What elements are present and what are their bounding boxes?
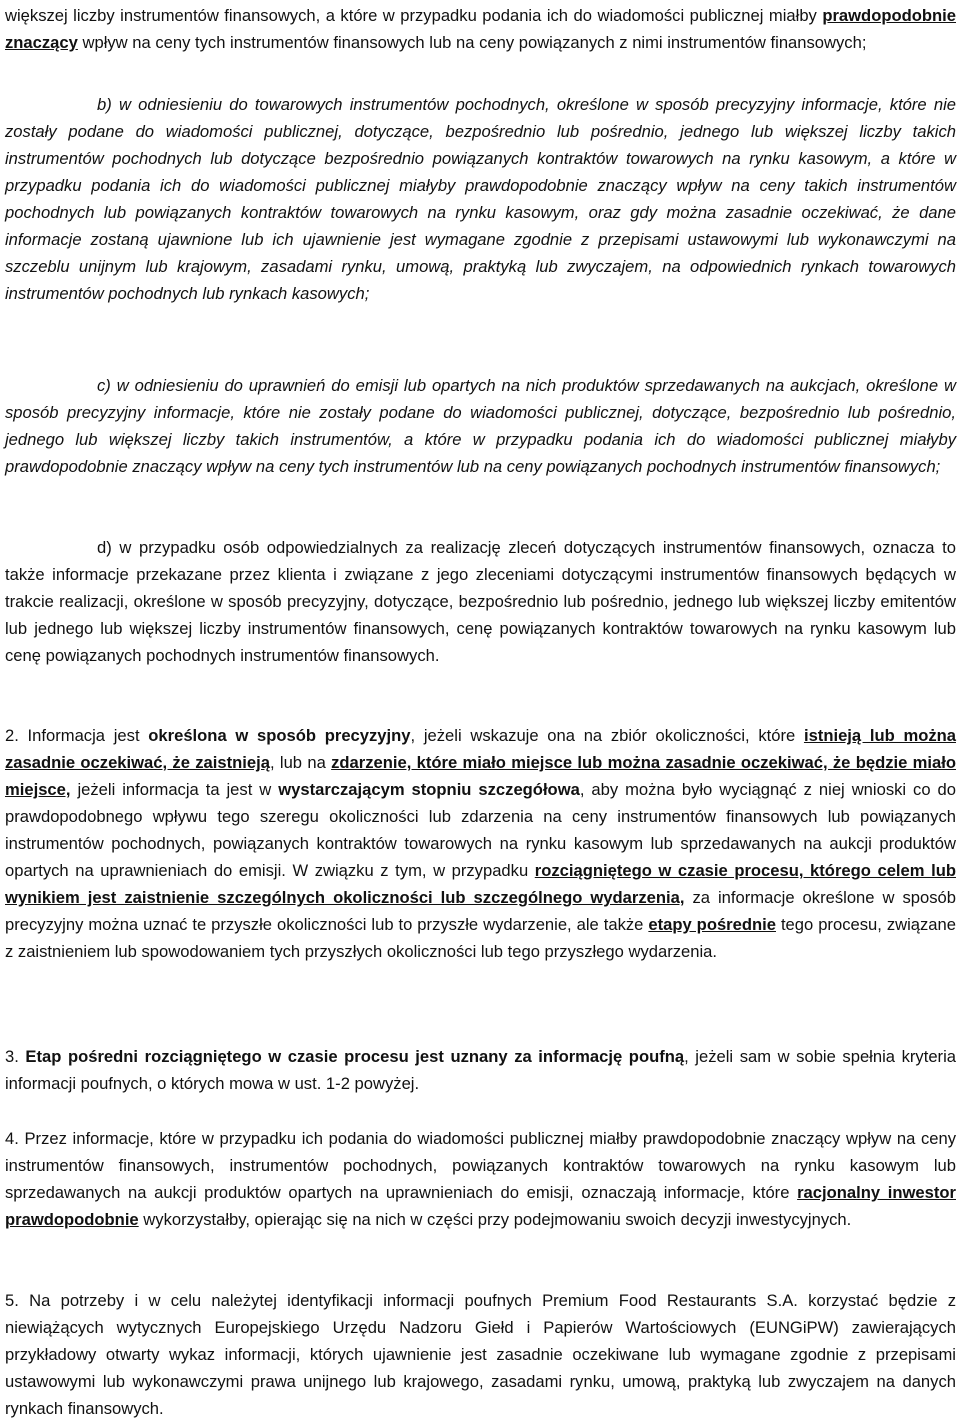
text-run: 2. Informacja jest [5, 726, 149, 745]
text-run: , jeżeli sam w sobie spełnia kryteria informacji poufnych, o których mowa w ust. 1-2 powyżej. [5, 1047, 956, 1093]
underlined-bold-text: prawdopodobnie znaczący [5, 6, 956, 52]
text-run: wykorzystałby, opierając się na nich w części przy podejmowaniu swoich decyzji inwestycyjnych. [138, 1210, 852, 1229]
bold-text: Etap pośredni rozciągniętego w czasie procesu jest uznany za informację poufną [25, 1047, 685, 1066]
text-run: tego procesu, związane z zaistnieniem lub spowodowaniem tych przyszłych okoliczności lub tego przyszłego wydarzenia. [5, 915, 956, 961]
bold-text: wystarczającym stopniu szczegółowa [278, 780, 580, 799]
underlined-bold-text: etapy pośrednie [648, 915, 776, 934]
text-run: większej liczby instrumentów finansowych, a które w przypadku podania ich do wiadomości publicznej miałby [5, 6, 823, 25]
paragraph-continuation [5, 2, 956, 56]
paragraph-3 [5, 1043, 956, 1097]
paragraph-b: b) w odniesieniu do towarowych instrumentów pochodnych, określone w sposób precyzyjny informacje, które nie zostały podane do wiadomości publicznej, dotyczące, bezpośrednio lub pośrednio, jednego lub większej liczby takich instrumentów pochodnych lub dotyczące bezpośrednio powiązanych kontraktów towarowych na rynku kasowym, a które w przypadku podania ich do wiadomości publicznej miałyby prawdopodobnie znaczący wpływ na ceny takich instrumentów pochodnych lub powiązanych kontraktów towarowych na rynku kasowym, oraz gdy można zasadnie oczekiwać, że dane informacje zostaną ujawnione lub ich ujawnienie jest wymagane zgodnie z przepisami ustawowymi lub wykonawczymi na szczeblu unijnym lub krajowym, zasadami rynku, umową, praktyką lub zwyczajem, na odpowiednich rynkach towarowych instrumentów pochodnych lub rynkach kasowych; [5, 95, 956, 303]
underlined-bold-text: racjonalny inwestor prawdopodobnie [5, 1183, 956, 1229]
paragraph-c: c) w odniesieniu do uprawnień do emisji lub opartych na nich produktów sprzedawanych na aukcjach, określone w sposób precyzyjny informacje, które nie zostały podane do wiadomości publicznej, dotyczące, bezpośrednio lub pośrednio, jednego lub większej liczby takich instrumentów, a które w przypadku podania ich do wiadomości publicznej miałyby prawdopodobnie znaczący wpływ na ceny tych instrumentów lub na ceny powiązanych pochodnych instrumentów finansowych; [5, 376, 956, 476]
text-run: 3. [5, 1047, 26, 1066]
text-run: wpływ na ceny tych instrumentów finansowych lub na ceny powiązanych z nimi instrumentów finansowych; [77, 33, 867, 52]
underlined-bold-text: istnieją lub można zasadnie oczekiwać, że zaistnieją [5, 726, 956, 772]
paragraph-5: 5. Na potrzeby i w celu należytej identyfikacji informacji poufnych Premium Food Restaurants S.A. korzystać będzie z niewiążących wytycznych Europejskiego Urzędu Nadzoru Giełd i Papierów Wartościowych (EUNGiPW) zawierających przykładowy otwarty wykaz informacji, których ujawnienie jest zasadnie oczekiwane lub wymagane zgodnie z przepisami ustawowymi lub wykonawczymi prawa unijnego lub krajowego, zasadami rynku, umową, praktyką lub zwyczajem na danych rynkach finansowych. [5, 1291, 956, 1418]
underlined-bold-text: zdarzenie, które miało miejsce lub można zasadnie oczekiwać, że będzie miało miejsce, [5, 753, 957, 799]
paragraph-d: d) w przypadku osób odpowiedzialnych za realizację zleceń dotyczących instrumentów finansowych, oznacza to także informacje przekazane przez klienta i związane z jego zleceniami dotyczącymi instrumentów finansowych będących w trakcie realizacji, określone w sposób precyzyjny, dotyczące, bezpośrednio lub pośrednio, jednego lub większej liczby emitentów lub jednego lub większej liczby instrumentów finansowych, cenę powiązanych kontraktów towarowych na rynku kasowym lub cenę powiązanych pochodnych instrumentów finansowych. [5, 538, 956, 665]
underlined-bold-text: rozciągniętego w czasie procesu, którego celem lub wynikiem jest zaistnienie szczególnych okoliczności lub szczególnego wydarzenia, [5, 861, 956, 907]
bold-text: określona w sposób precyzyjny [148, 726, 411, 745]
text-run: 4. Przez informacje, które w przypadku ich podania do wiadomości publicznej miałby prawdopodobnie znaczący wpływ na ceny instrumentów finansowych, instrumentów pochodnych, powiązanych kontraktów towarowych na rynku kasowym lub sprzedawanych na aukcji produktów opartych na uprawnieniach do emisji, oznaczają informacje, które [5, 1129, 956, 1202]
paragraph-2 [5, 722, 956, 965]
paragraph-4 [5, 1125, 956, 1233]
text-run: , jeżeli wskazuje ona na zbiór okoliczności, które [410, 726, 804, 745]
text-run: za informacje określone w sposób precyzyjny można uznać te przyszłe okoliczności lub to przyszłe wydarzenie, ale także [5, 888, 957, 934]
text-run: , lub na [269, 753, 332, 772]
text-run: jeżeli informacja ta jest w [70, 780, 279, 799]
text-run: , aby można było wyciągnąć z niej wnioski co do prawdopodobnego wpływu tego szeregu okoliczności lub zdarzenia na ceny instrumentów finansowych lub powiązanych instrumentów pochodnych, powiązanych kontraktów towarowych na rynku kasowym lub sprzedawanych na aukcji produktów opartych na uprawnieniach do emisji. W związku z tym, w przypadku [5, 780, 956, 880]
